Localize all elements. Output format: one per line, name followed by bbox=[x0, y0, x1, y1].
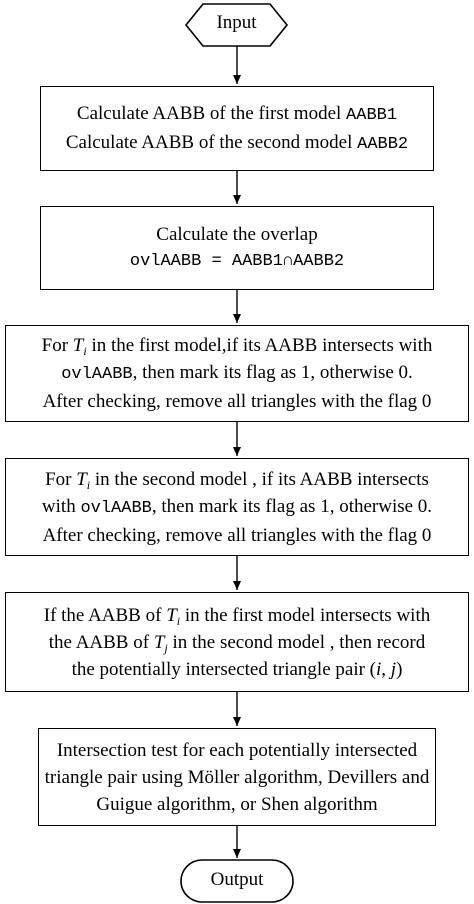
step5-l3b: ) bbox=[396, 658, 403, 680]
step5-pair-sep: , bbox=[381, 658, 391, 680]
aabb1-code: AABB1 bbox=[346, 105, 398, 125]
step6-line3: Guigue algorithm, or Shen algorithm bbox=[96, 793, 378, 815]
step4-l2a: with bbox=[41, 495, 81, 517]
step-intersection-test bbox=[38, 728, 436, 826]
step3-l2b: , then mark its flag as 1, otherwise 0. bbox=[132, 362, 413, 383]
step3-ovlaabb-code: ovlAABB bbox=[61, 365, 133, 384]
step1-line2-text: Calculate AABB of the second model bbox=[65, 131, 358, 153]
step3-line3: After checking, remove all triangles with the flag 0 bbox=[42, 391, 432, 412]
step6-line2: triangle pair using Möller algorithm, Devillers and bbox=[44, 766, 430, 788]
step3-sub-i: i bbox=[83, 344, 87, 358]
step6-line1: Intersection test for each potentially intersected bbox=[56, 739, 418, 761]
step1-line1-text: Calculate AABB of the first model bbox=[76, 102, 347, 124]
step2-line1: Calculate the overlap bbox=[156, 224, 318, 245]
step3-line1 bbox=[42, 332, 433, 359]
step5-sub-j: j bbox=[164, 640, 168, 655]
step5-sub-i: i bbox=[176, 613, 181, 628]
step5-l3a: the potentially intersected triangle pair ( bbox=[71, 658, 377, 680]
step4-l2b: , then mark its flag as 1, otherwise 0. bbox=[151, 495, 433, 517]
step-filter-second-model bbox=[5, 458, 469, 556]
step3-line2 bbox=[61, 359, 413, 388]
step5-line1 bbox=[44, 602, 430, 629]
output-label: Output bbox=[210, 869, 264, 890]
step4-line1 bbox=[45, 466, 429, 493]
step4-t: T bbox=[76, 468, 87, 490]
step5-t2: T bbox=[153, 631, 165, 653]
step5-l2b: in the second model , then record bbox=[167, 631, 426, 653]
step1-line1 bbox=[77, 100, 397, 129]
step-filter-first-model bbox=[5, 325, 469, 422]
step3-l1a: For bbox=[41, 335, 73, 356]
input-label: Input bbox=[216, 12, 257, 33]
step-calculate-overlap bbox=[40, 206, 434, 290]
step5-l1b: in the first model intersects with bbox=[180, 604, 431, 626]
step5-l2a: the AABB of bbox=[48, 631, 154, 653]
step4-line2 bbox=[42, 493, 432, 522]
step5-l1a: If the AABB of bbox=[43, 604, 167, 626]
step5-line3 bbox=[72, 656, 403, 683]
step3-t: T bbox=[72, 335, 84, 356]
step4-sub-i: i bbox=[86, 477, 91, 492]
step2-formula: ovlAABB = AABB1∩AABB2 bbox=[129, 252, 345, 271]
step1-line2 bbox=[66, 129, 408, 158]
step4-line3: After checking, remove all triangles with the flag 0 bbox=[42, 524, 432, 546]
step3-l1b: in the first model,if its AABB intersects with bbox=[86, 335, 433, 356]
step-calculate-aabb bbox=[40, 86, 434, 171]
step5-pair-j: j bbox=[390, 658, 397, 680]
step5-t1: T bbox=[166, 604, 177, 626]
aabb2-code: AABB2 bbox=[357, 134, 409, 154]
step4-l1b: in the second model , if its AABB intersects bbox=[90, 468, 429, 490]
step5-pair-i: i bbox=[376, 658, 382, 680]
step-record-pairs bbox=[5, 592, 469, 692]
step5-line2 bbox=[49, 629, 425, 656]
step4-l1a: For bbox=[45, 468, 77, 490]
step4-ovlaabb-code: ovlAABB bbox=[80, 498, 152, 518]
